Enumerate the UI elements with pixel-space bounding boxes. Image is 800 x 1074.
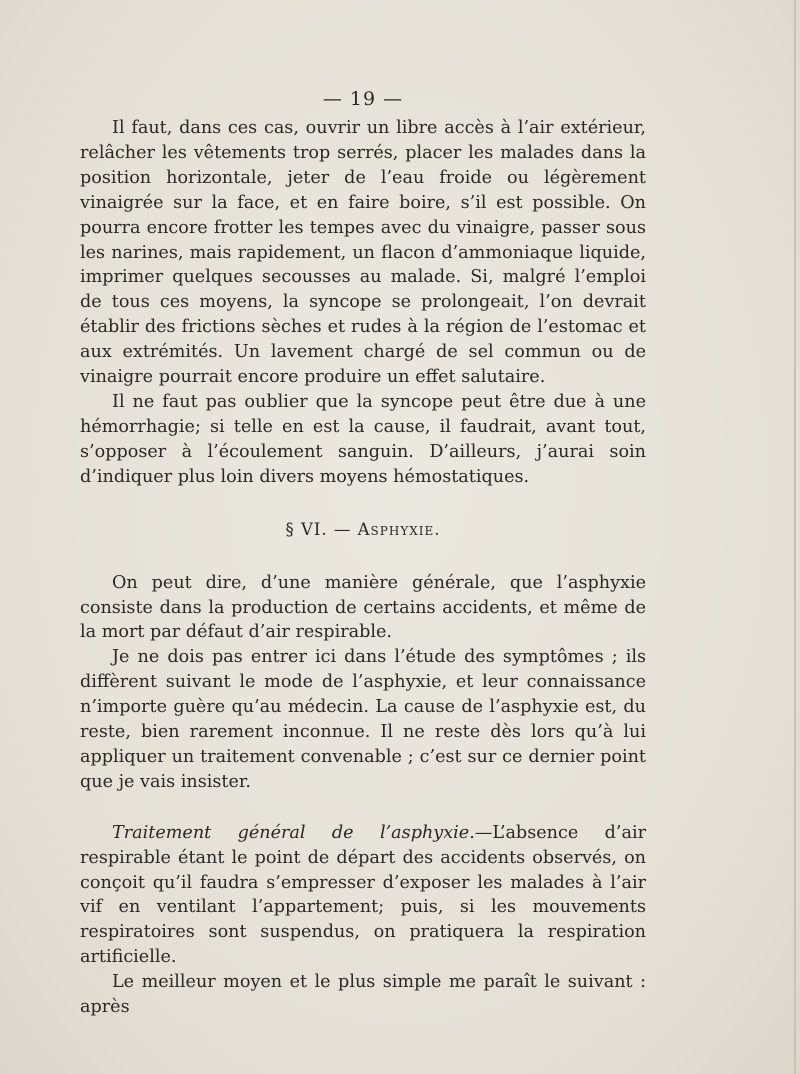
section-title: Asphyxie.	[357, 519, 441, 539]
paragraph-syncope-treatment: Il faut, dans ces cas, ouvrir un libre accès à l’air extérieur, relâcher les vêtements trop serrés, placer les malades dans la position horizontale, jeter de l’eau froide ou légèrement vinaigrée sur la face, et en faire boire, s’il est possible. On pourra encore frotter les tempes avec du vinaigre, passer sous les narines, mais rapidement, un flacon d’ammoniaque liquide, imprimer quelques secousses au malade. Si, malgré l’emploi de tous ces moyens, la syncope se prolongeait, l’on devrait établir des frictions sèches et rudes à la région de l’estomac et aux extrémités. Un lavement chargé de sel commun ou de vinaigre pourrait encore produire un effet salutaire.	[80, 118, 646, 388]
paragraph-general-treatment	[80, 821, 646, 970]
treatment-title: Traitement général de l’asphyxie.	[112, 822, 475, 843]
section-heading	[80, 490, 646, 550]
treatment-text: L’absence d’air respirable étant le point de départ des accidents observés, on conçoit qu’il faudra s’empresser d’exposer les malades à l’air vif en ventilant l’appartement; puis, si les mouvements respiratoires sont suspendus, on pratiquera la respiration artificielle.	[80, 822, 646, 968]
paragraph-asphyxia-symptoms: Je ne dois pas entrer ici dans l’étude des symptômes ; ils diffèrent suivant le mode de l’asphyxie, et leur connaissance n’importe guère qu’au médecin. La cause de l’asphyxie est, du reste, bien rarement inconnue. Il ne reste dès lors qu’à lui appliquer un traitement convenable ; c’est sur ce dernier point que je vais insister.	[80, 647, 646, 792]
paragraph-hemorrhage-note: Il ne faut pas oublier que la syncope peut être due à une hémorrhagie; si telle en est la cause, il faudrait, avant tout, s’opposer à l’écoulement sanguin. D’ailleurs, j’aurai soin d’indiquer plus loin divers moyens hémostatiques.	[80, 391, 646, 487]
body-text	[80, 116, 646, 1020]
page-edge	[794, 0, 796, 1074]
section-number: § VI. —	[285, 519, 352, 539]
page-number: — 19 —	[322, 88, 404, 110]
paragraph-best-method: Le meilleur moyen et le plus simple me paraît le suivant : après	[80, 972, 646, 1018]
paragraph-asphyxia-definition: On peut dire, d’une manière générale, que l’asphyxie consiste dans la production de certains accidents, et même de la mort par défaut d’air respirable.	[80, 572, 646, 643]
treatment-separator: —	[474, 822, 493, 843]
